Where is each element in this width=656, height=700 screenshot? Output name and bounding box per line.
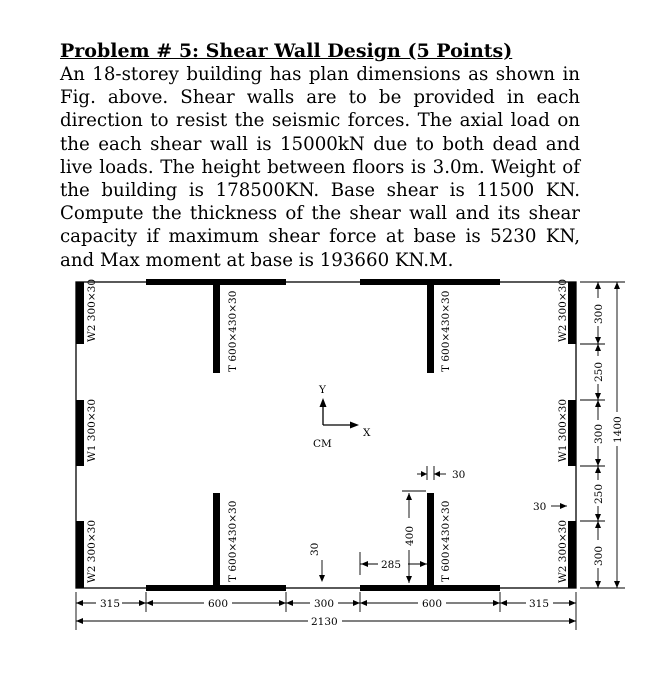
label-left-wall-mid: W1 300×30 xyxy=(86,398,98,462)
left-wall-w1-mid xyxy=(76,400,84,466)
dim-bottom-3: 300 xyxy=(314,598,335,610)
y-axis-arrow-icon xyxy=(320,398,327,407)
label-t-wall-top-right: T 600×430×30 xyxy=(440,290,452,372)
dim-bottom-5: 315 xyxy=(529,598,550,610)
dim-web-length-400: 400 xyxy=(404,525,416,546)
dim-right-wall-thickness: 30 xyxy=(533,501,547,513)
problem-text: An 18-storey building has plan dimensions as shown in Fig. above. Shear walls are to be provided in each direction to resist the seismic forces. The axial load on the each shear wall is 15000kN due to both dead and live loads. The height between floors is 3.0m. Weight of the building is 178500KN. Base shear is 11500 KN. Compute the thickness of the shear wall and its shear capacity if maximum shear force at base is 5230 KN, and Max moment at base is 193660 KN.M. xyxy=(60,64,580,271)
dim-bottom-4: 600 xyxy=(422,598,443,610)
left-wall-w2-top xyxy=(76,282,84,344)
right-wall-w1-mid xyxy=(568,400,576,466)
problem-title: Problem # 5: Shear Wall Design (5 Points) xyxy=(60,40,513,62)
right-wall-w2-top xyxy=(568,282,576,344)
t-wall-bottom-right-flange xyxy=(360,585,500,591)
problem-block xyxy=(60,40,580,272)
label-right-wall-top: W2 300×30 xyxy=(557,278,569,342)
label-left-wall-top: W2 300×30 xyxy=(86,278,98,342)
dim-right-5: 300 xyxy=(593,545,605,566)
dim-total-width: 2130 xyxy=(311,616,338,628)
label-t-wall-top-left: T 600×430×30 xyxy=(227,290,239,372)
t-wall-top-right-web xyxy=(427,285,434,373)
dim-right-2: 250 xyxy=(593,361,605,382)
dim-offset-285: 285 xyxy=(381,559,402,571)
label-left-wall-bottom: W2 300×30 xyxy=(86,519,98,583)
building-outline xyxy=(76,282,576,588)
dim-right-1: 300 xyxy=(593,303,605,324)
t-wall-top-left-flange xyxy=(146,279,286,285)
label-t-wall-bottom-right: T 600×430×30 xyxy=(440,500,452,582)
right-wall-w2-bottom xyxy=(568,521,576,588)
dim-total-height: 1400 xyxy=(612,416,624,443)
t-wall-bottom-left-web xyxy=(213,493,220,585)
dim-right-4: 250 xyxy=(593,483,605,504)
x-axis-arrow-icon xyxy=(350,422,359,429)
cm-label: CM xyxy=(313,438,332,450)
label-t-wall-bottom-left: T 600×430×30 xyxy=(227,500,239,582)
t-wall-bottom-left-flange xyxy=(146,585,286,591)
cm-axes xyxy=(320,398,360,429)
label-right-wall-bottom: W2 300×30 xyxy=(557,519,569,583)
dim-bottom-2: 600 xyxy=(208,598,229,610)
x-axis-label: X xyxy=(363,427,371,439)
t-wall-bottom-right-web xyxy=(427,493,434,585)
shear-wall-plan-figure xyxy=(0,268,656,640)
label-right-wall-mid: W1 300×30 xyxy=(557,398,569,462)
dim-right-3: 300 xyxy=(593,423,605,444)
dim-web-thickness: 30 xyxy=(452,469,466,481)
left-wall-w2-bottom xyxy=(76,521,84,588)
y-axis-label: Y xyxy=(319,384,326,396)
t-wall-top-right-flange xyxy=(360,279,500,285)
t-wall-top-left-web xyxy=(213,285,220,373)
dim-bottom-1: 315 xyxy=(100,598,121,610)
dim-flange-thickness: 30 xyxy=(309,542,321,556)
